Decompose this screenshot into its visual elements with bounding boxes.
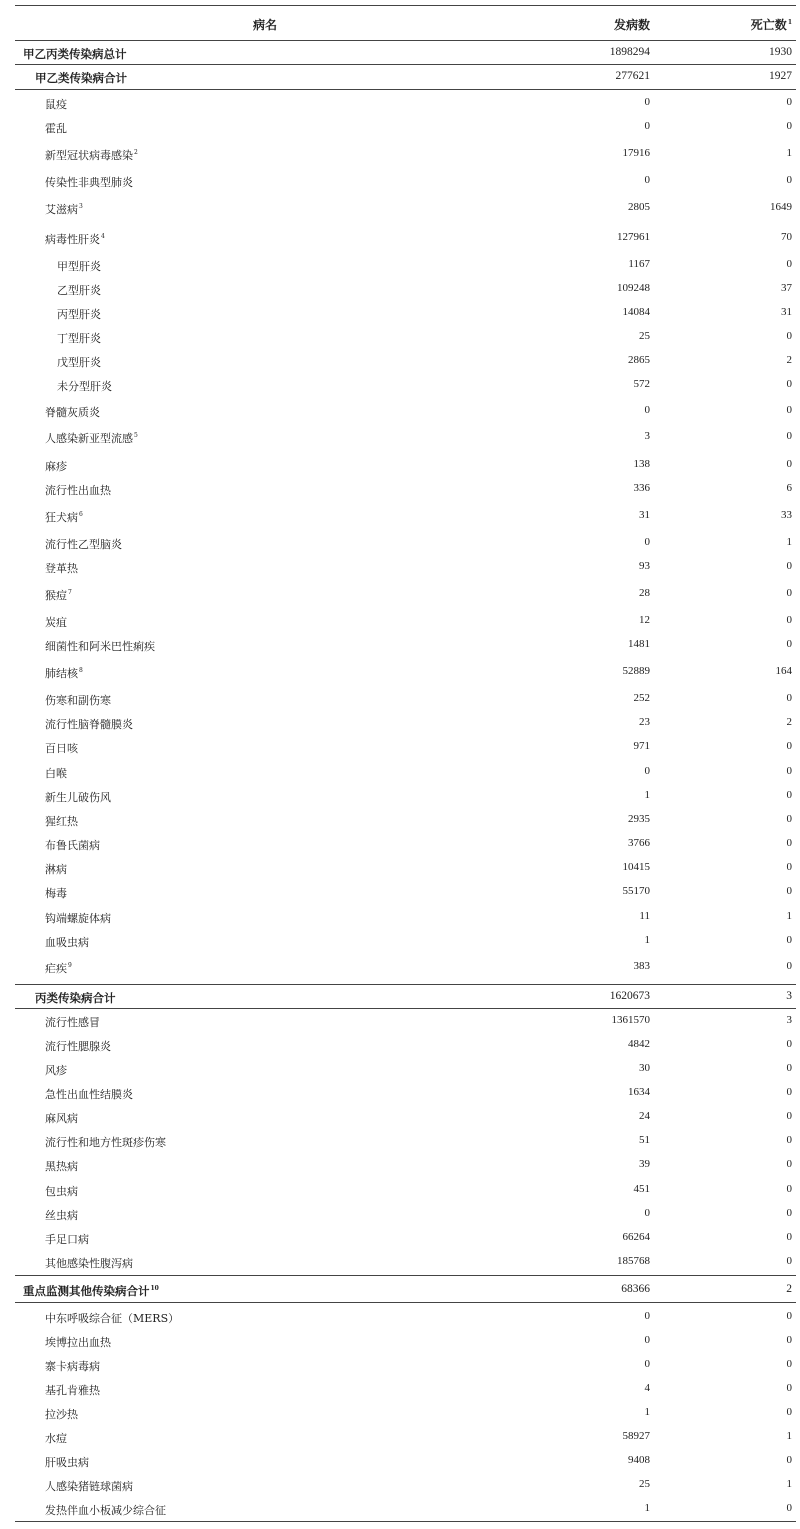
case-count: 14084: [622, 306, 650, 318]
death-count: 1649: [770, 201, 792, 213]
disease-name: [45, 1358, 100, 1374]
death-count: 0: [786, 1134, 792, 1146]
case-count: 55170: [622, 885, 650, 897]
disease-name-text: 丙型肝炎: [57, 308, 101, 321]
disease-name: [45, 1110, 78, 1126]
case-count: 1634: [628, 1086, 650, 1098]
disease-name-text: 埃博拉出血热: [45, 1336, 111, 1349]
case-count: 1620673: [609, 990, 650, 1002]
disease-name: [45, 458, 67, 474]
disease-name-text: 包虫病: [45, 1185, 78, 1198]
case-count: 68366: [621, 1283, 650, 1295]
death-count: 3: [786, 990, 792, 1002]
death-count: 0: [786, 861, 792, 873]
disease-name-text: 流行性出血热: [45, 484, 111, 497]
disease-name: [45, 1454, 89, 1470]
death-count: 0: [786, 96, 792, 108]
case-count: 109248: [617, 282, 650, 294]
death-count: 0: [786, 1255, 792, 1267]
disease-name: [45, 1478, 133, 1494]
death-count: 0: [786, 837, 792, 849]
disease-name-text: 重点监测其他传染病合计: [23, 1284, 150, 1298]
disease-name: [57, 354, 101, 370]
case-count: 277621: [615, 70, 650, 82]
disease-name-text: 疟疾: [45, 962, 67, 975]
death-count: 3: [786, 1014, 792, 1026]
disease-name: [45, 1183, 78, 1199]
death-count: 0: [786, 1231, 792, 1243]
disease-name-text: 新型冠状病毒感染: [45, 149, 133, 162]
death-count: 37: [781, 282, 792, 294]
case-count: 971: [633, 740, 650, 752]
disease-name: [45, 1310, 179, 1326]
disease-name-text: 流行性腮腺炎: [45, 1040, 111, 1053]
footnote-marker: 6: [79, 511, 83, 519]
death-count: 0: [786, 1502, 792, 1514]
death-count: 1: [786, 147, 792, 159]
case-count: 30: [639, 1062, 650, 1074]
disease-name: [23, 46, 127, 62]
death-count: 0: [786, 1382, 792, 1394]
death-count: 0: [786, 1310, 792, 1322]
disease-name: [45, 174, 133, 190]
death-count: 0: [786, 1334, 792, 1346]
death-count: 0: [786, 330, 792, 342]
death-count: 0: [786, 638, 792, 650]
disease-name-text: 丝虫病: [45, 1209, 78, 1222]
disease-name: [45, 1502, 166, 1518]
disease-name: [45, 1086, 133, 1102]
disease-name: [45, 1014, 100, 1030]
footnote-marker: 3: [79, 203, 83, 211]
disease-name-text: 甲乙类传染病合计: [35, 71, 127, 85]
death-count: 0: [786, 1086, 792, 1098]
case-count: 58927: [622, 1430, 650, 1442]
case-count: 1: [644, 1406, 650, 1418]
death-count: 1: [786, 536, 792, 548]
death-count: 1: [786, 1478, 792, 1490]
footnote-marker: 7: [68, 589, 72, 597]
case-count: 0: [644, 1310, 650, 1322]
death-count: 70: [781, 231, 792, 243]
case-count: 51: [639, 1134, 650, 1146]
disease-name: [45, 201, 83, 217]
disease-name: [45, 934, 89, 950]
disease-name-text: 戊型肝炎: [57, 356, 101, 369]
disease-name-text: 新生儿破伤风: [45, 791, 111, 804]
disease-name: [45, 430, 138, 446]
disease-name: [45, 1158, 78, 1174]
case-count: 0: [644, 174, 650, 186]
disease-name: [45, 1334, 111, 1350]
death-count: 0: [786, 1358, 792, 1370]
disease-name: [45, 404, 100, 420]
death-count: 0: [786, 1038, 792, 1050]
case-count: 0: [644, 1334, 650, 1346]
death-count: 0: [786, 404, 792, 416]
disease-name: [45, 614, 67, 630]
disease-name-text: 钩端螺旋体病: [45, 912, 111, 925]
disease-name: [57, 378, 112, 394]
death-count: 1: [786, 1430, 792, 1442]
death-count: 0: [786, 813, 792, 825]
case-count: 0: [644, 120, 650, 132]
disease-name: [45, 147, 138, 163]
death-count: 0: [786, 1454, 792, 1466]
death-count: 0: [786, 885, 792, 897]
disease-name: [45, 789, 111, 805]
disease-name: [23, 1283, 159, 1299]
disease-name-text: 寨卡病毒病: [45, 1360, 100, 1373]
death-count: 6: [786, 482, 792, 494]
disease-name: [45, 482, 111, 498]
death-count: 0: [786, 458, 792, 470]
disease-name-text: 血吸虫病: [45, 936, 89, 949]
disease-name-text: 传染性非典型肺炎: [45, 176, 133, 189]
case-count: 25: [639, 330, 650, 342]
death-count: 0: [786, 258, 792, 270]
disease-name-text: 白喉: [45, 767, 67, 780]
disease-name-text: 拉沙热: [45, 1408, 78, 1421]
death-count: 0: [786, 692, 792, 704]
row-rule: [15, 1275, 796, 1276]
case-count: 39: [639, 1158, 650, 1170]
case-count: 66264: [622, 1231, 650, 1243]
disease-name-text: 麻风病: [45, 1112, 78, 1125]
case-count: 11: [639, 910, 650, 922]
disease-name-text: 狂犬病: [45, 511, 78, 524]
death-count: 0: [786, 740, 792, 752]
disease-name-text: 甲型肝炎: [57, 260, 101, 273]
death-count: 33: [781, 509, 792, 521]
disease-name-text: 猩红热: [45, 815, 78, 828]
disease-name: [45, 536, 122, 552]
disease-name-text: 艾滋病: [45, 203, 78, 216]
row-rule: [15, 64, 796, 65]
disease-name: [45, 910, 111, 926]
case-count: 10415: [622, 861, 650, 873]
disease-name: [45, 716, 133, 732]
disease-name: [45, 1038, 111, 1054]
disease-name-text: 脊髓灰质炎: [45, 406, 100, 419]
disease-name-text: 急性出血性结膜炎: [45, 1088, 133, 1101]
disease-name: [45, 665, 83, 681]
disease-name-text: 黑热病: [45, 1160, 78, 1173]
case-count: 1167: [628, 258, 650, 270]
disease-name-text: 人感染新亚型流感: [45, 432, 133, 445]
disease-name-text: 未分型肝炎: [57, 380, 112, 393]
death-count: 2: [786, 1283, 792, 1295]
death-count: 0: [786, 614, 792, 626]
death-count: 31: [781, 306, 792, 318]
footnote-marker: 10: [150, 1285, 159, 1293]
disease-name-text: 手足口病: [45, 1233, 89, 1246]
disease-name-text: 鼠疫: [45, 98, 67, 111]
header-deaths: 死亡数$^1$: [750, 18, 792, 32]
case-count: 3: [644, 430, 650, 442]
disease-name-text: 梅毒: [45, 887, 67, 900]
case-count: 1898294: [609, 46, 650, 58]
case-count: 12: [639, 614, 650, 626]
death-count: 2: [786, 354, 792, 366]
disease-name: [35, 990, 116, 1006]
case-count: 4: [644, 1382, 650, 1394]
row-rule: [15, 1521, 796, 1522]
case-count: 3766: [628, 837, 650, 849]
case-count: 0: [644, 536, 650, 548]
disease-name: [45, 1062, 67, 1078]
death-count: 0: [786, 560, 792, 572]
case-count: 24: [639, 1110, 650, 1122]
disease-name-text: 其他感染性腹泻病: [45, 1257, 133, 1270]
header-rule: [15, 40, 796, 41]
disease-name-text: 中东呼吸综合征（MERS）: [45, 1312, 180, 1325]
disease-name: [45, 1255, 133, 1271]
death-count: 0: [786, 174, 792, 186]
case-count: 4842: [628, 1038, 650, 1050]
death-count: 2: [786, 716, 792, 728]
case-count: 0: [644, 1358, 650, 1370]
disease-name: [45, 885, 67, 901]
footnote-marker: 5: [134, 432, 138, 440]
case-count: 52889: [622, 665, 650, 677]
death-count: 0: [786, 1062, 792, 1074]
disease-name-text: 猴痘: [45, 589, 67, 602]
disease-name-text: 人感染猪链球菌病: [45, 1480, 133, 1493]
top-rule: [15, 5, 796, 6]
disease-name: [45, 960, 72, 976]
footnote-marker: 9: [68, 962, 72, 970]
disease-name-text: 发热伴血小板减少综合征: [45, 1504, 166, 1517]
disease-name-text: 风疹: [45, 1064, 67, 1077]
row-rule: [15, 1008, 796, 1009]
death-count: 1: [786, 910, 792, 922]
case-count: 31: [639, 509, 650, 521]
disease-name: [45, 120, 67, 136]
row-rule: [15, 89, 796, 90]
case-count: 0: [644, 404, 650, 416]
disease-name-text: 炭疽: [45, 616, 67, 629]
disease-name-text: 肺结核: [45, 667, 78, 680]
death-count: 0: [786, 587, 792, 599]
death-count: 0: [786, 378, 792, 390]
disease-name: [45, 813, 78, 829]
footnote-marker: 8: [79, 667, 83, 675]
disease-name-text: 流行性乙型脑炎: [45, 538, 122, 551]
disease-name: [45, 96, 67, 112]
case-count: 17916: [622, 147, 650, 159]
case-count: 572: [633, 378, 650, 390]
disease-name-text: 丁型肝炎: [57, 332, 101, 345]
disease-name: [45, 1134, 166, 1150]
case-count: 383: [633, 960, 650, 972]
case-count: 0: [644, 96, 650, 108]
death-count: 0: [786, 765, 792, 777]
case-count: 1: [644, 1502, 650, 1514]
case-count: 2805: [628, 201, 650, 213]
disease-name: [57, 282, 101, 298]
case-count: 1361570: [611, 1014, 650, 1026]
disease-name-text: 甲乙丙类传染病总计: [23, 47, 127, 61]
death-count: 0: [786, 934, 792, 946]
header-disease-name: 病名: [252, 18, 277, 32]
disease-name-text: 肝吸虫病: [45, 1456, 89, 1469]
death-count: 0: [786, 1207, 792, 1219]
disease-name-text: 病毒性肝炎: [45, 233, 100, 246]
disease-name-text: 基孔肯雅热: [45, 1384, 100, 1397]
disease-name-text: 流行性感冒: [45, 1016, 100, 1029]
case-count: 127961: [617, 231, 650, 243]
disease-name-text: 水痘: [45, 1432, 67, 1445]
disease-name-text: 细菌性和阿米巴性痢疾: [45, 640, 155, 653]
disease-name: [45, 1231, 89, 1247]
row-rule: [15, 1302, 796, 1303]
disease-name: [57, 306, 101, 322]
death-count: 0: [786, 1406, 792, 1418]
disease-name: [35, 70, 127, 86]
death-count: 0: [786, 1110, 792, 1122]
disease-name-text: 流行性和地方性斑疹伤寒: [45, 1136, 166, 1149]
death-count: 0: [786, 1158, 792, 1170]
death-count: 0: [786, 120, 792, 132]
case-count: 2865: [628, 354, 650, 366]
disease-name: [57, 330, 101, 346]
disease-name-text: 淋病: [45, 863, 67, 876]
death-count: 1927: [769, 70, 792, 82]
disease-name: [57, 258, 101, 274]
disease-name: [45, 740, 78, 756]
disease-name: [45, 1207, 78, 1223]
disease-name-text: 百日咳: [45, 742, 78, 755]
case-count: 28: [639, 587, 650, 599]
death-count: 0: [786, 789, 792, 801]
disease-name-text: 流行性脑脊髓膜炎: [45, 718, 133, 731]
footnote-marker: 2: [134, 149, 138, 157]
case-count: 252: [633, 692, 650, 704]
case-count: 25: [639, 1478, 650, 1490]
disease-name: [45, 692, 111, 708]
disease-name: [45, 231, 105, 247]
disease-name: [45, 861, 67, 877]
disease-name: [45, 765, 67, 781]
case-count: 93: [639, 560, 650, 572]
disease-name-text: 乙型肝炎: [57, 284, 101, 297]
case-count: 451: [633, 1183, 650, 1195]
case-count: 185768: [617, 1255, 650, 1267]
death-count: 0: [786, 960, 792, 972]
death-count: 0: [786, 1183, 792, 1195]
disease-name: [45, 638, 155, 654]
disease-name-text: 登革热: [45, 562, 78, 575]
disease-name: [45, 509, 83, 525]
disease-name-text: 霍乱: [45, 122, 67, 135]
disease-name: [45, 587, 72, 603]
case-count: 23: [639, 716, 650, 728]
header-deaths-footnote: 1: [787, 19, 792, 26]
case-count: 0: [644, 765, 650, 777]
case-count: 138: [633, 458, 650, 470]
disease-name-text: 伤寒和副伤寒: [45, 694, 111, 707]
case-count: 1: [644, 934, 650, 946]
disease-name-text: 麻疹: [45, 460, 67, 473]
disease-name: [45, 1430, 67, 1446]
death-count: 1930: [769, 46, 792, 58]
header-cases: 发病数: [613, 18, 650, 32]
case-count: 1481: [628, 638, 650, 650]
case-count: 9408: [628, 1454, 650, 1466]
case-count: 0: [644, 1207, 650, 1219]
death-count: 0: [786, 430, 792, 442]
disease-name-text: 丙类传染病合计: [35, 991, 116, 1005]
footnote-marker: 4: [101, 233, 105, 241]
disease-name: [45, 560, 78, 576]
disease-name: [45, 837, 100, 853]
disease-name: [45, 1406, 78, 1422]
case-count: 2935: [628, 813, 650, 825]
disease-name: [45, 1382, 100, 1398]
disease-name-text: 布鲁氏菌病: [45, 839, 100, 852]
case-count: 1: [644, 789, 650, 801]
row-rule: [15, 984, 796, 985]
case-count: 336: [633, 482, 650, 494]
death-count: 164: [775, 665, 792, 677]
